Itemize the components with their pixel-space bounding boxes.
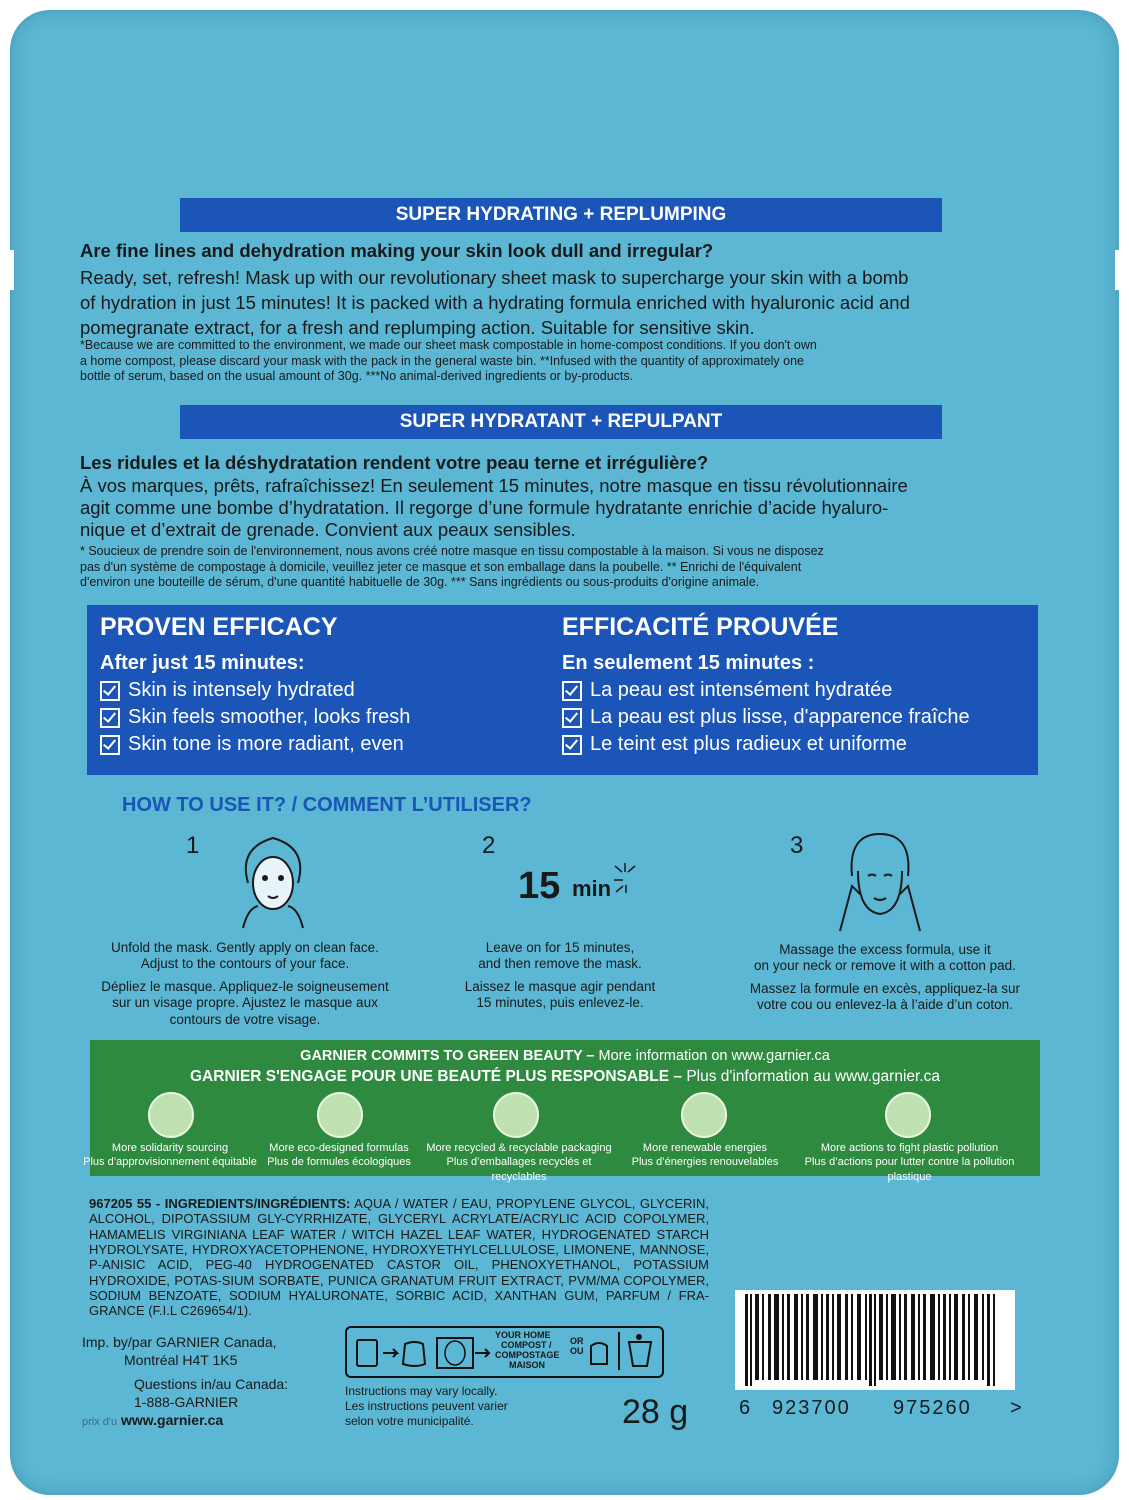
efficacy-fr-item: La peau est intensément hydratée [562, 679, 970, 702]
step-2-text: Leave on for 15 minutes, and then remove the mask. Laissez le masque agir pendant 15 minutes, puis enlevez-le. [464, 940, 656, 1011]
checkbox-icon [562, 735, 582, 755]
en-heading: SUPER HYDRATING + REPLUMPING [180, 198, 942, 232]
green-line-fr: GARNIER S'ENGAGE POUR UNE BEAUTÉ PLUS RESPONSABLE – Plus d'information au www.garnier.ca [190, 1068, 940, 1085]
efficacy-en-subtitle: After just 15 minutes: [100, 652, 305, 674]
compost-label: YOUR HOME COMPOST / COMPOSTAGE MAISON [495, 1330, 560, 1370]
handshake-icon [148, 1092, 194, 1138]
checkbox-icon [562, 681, 582, 701]
efficacy-fr-item: La peau est plus lisse, d'apparence fraîche [562, 706, 970, 729]
face-massage-icon [830, 826, 930, 936]
compost-icons [355, 1334, 490, 1370]
timer-rays-icon [610, 858, 640, 898]
checkbox-icon [562, 708, 582, 728]
checkbox-icon [100, 735, 120, 755]
tear-notch-right [1115, 250, 1129, 290]
fr-body: À vos marques, prêts, rafraîchissez! En seulement 15 minutes, notre masque en tissu révolutionnaire agit comme une bombe d’hydratation. Il regorge d’une formule hydratante enrichie d’acide hyaluro- nique et d’extrait de grenade. Convient aux peaux sensibles. [80, 475, 908, 540]
fr-question: Les ridules et la déshydratation rendent votre peau terne et irrégulière? [80, 452, 709, 473]
green-item-1: More solidarity sourcing Plus d’approvisionnement équitable [83, 1142, 257, 1169]
leaf-icon [317, 1092, 363, 1138]
or-label: OR OU [570, 1336, 584, 1356]
trash-bin-icon [587, 1332, 657, 1370]
step-2-number: 2 [482, 832, 496, 859]
questions-info: Questions in/au Canada: 1-888-GARNIER prix d'u www.garnier.ca [82, 1376, 289, 1428]
green-item-4: More renewable energies Plus d’énergies renouvelables [631, 1142, 779, 1169]
checkbox-icon [100, 708, 120, 728]
en-footnote: *Because we are committed to the environment, we made our sheet mask compostable in home-compost conditions. If you don't own a home compost, please discard your mask with the pack in the general waste bin. **Infused with the quantity of approximately one bottle of serum, based on the usual amount of 30g. ***No animal-derived ingredients or by-products. [80, 338, 817, 384]
step-1-text: Unfold the mask. Gently apply on clean face. Adjust to the contours of your face. Dépliez le masque. Appliquez-le soigneusement sur un visage propre. Ajustez le masque aux contours de votre visage. [101, 940, 389, 1027]
efficacy-en [100, 613, 410, 756]
face-mask-icon [228, 828, 318, 933]
barcode-digits-right: 975260 [893, 1397, 972, 1419]
ingredients-list: 967205 55 - INGREDIENTS/INGRÉDIENTS: AQUA / WATER / EAU, PROPYLENE GLYCOL, GLYCERIN, ALCOHOL, DIPOTASSIUM GLY-CYRRHIZATE, GLYCERYL ACRYLATE/ACRYLIC ACID COPOLYMER, HAMAMELIS VIRGINIANA LEAF WATER / WITCH HAZEL LEAF WATER, HYDROGENATED STARCH HYDROLYSATE, HYDROXYACETOPHENONE, HYDROXYETHYLCELLULOSE, LIMONENE, MANNOSE, P-ANISIC ACID, PEG-40 HYDROGENATED CASTOR OIL, PHENOXYETHANOL, POTASSIUM HYDROXIDE, POTAS-SIUM SORBATE, PUNICA GRANATUM FRUIT EXTRACT, PVM/MA COPOLYMER, SODIUM BENZOATE, SODIUM HYALURONATE, SORBIC ACID, XANTHAN GUM, PARFUM / FRA-GRANCE (F.I.L C269654/1). [89, 1196, 709, 1319]
step-3-text: Massage the excess formula, use it on your neck or remove it with a cotton pad. Massez la formule en excès, appliquez-la sur votre cou ou enlevez-la à l’aide d’un coton. [749, 942, 1021, 1013]
efficacy-fr [562, 613, 970, 756]
green-line-en: GARNIER COMMITS TO GREEN BEAUTY – More information on www.garnier.ca [300, 1048, 830, 1064]
efficacy-en-item: Skin is intensely hydrated [100, 679, 410, 702]
importer-info: Imp. by/par GARNIER Canada, Montréal H4T 1K5 [82, 1334, 277, 1368]
green-beauty-panel [83, 1040, 1040, 1183]
barcode-digit-first: 6 [739, 1397, 752, 1419]
barcode-bars [735, 1290, 1015, 1390]
howto-title: HOW TO USE IT? / COMMENT L’UTILISER? [122, 794, 532, 816]
step-3-number: 3 [790, 832, 804, 859]
barcode [735, 1290, 1015, 1390]
efficacy-en-title: PROVEN EFFICACY [100, 613, 338, 641]
step-1-number: 1 [186, 832, 200, 859]
en-body: Ready, set, refresh! Mask up with our revolutionary sheet mask to supercharge your skin with a bomb of hydration in just 15 minutes! It is packed with a hydrating formula enriched with hyaluronic acid and pomegranate extract, for a fresh and replumping action. Suitable for sensitive skin. [80, 267, 910, 338]
timer-unit: min [572, 876, 612, 901]
green-item-5: More actions to fight plastic pollution Plus d’actions pour lutter contre la pollution plastique [804, 1142, 1015, 1183]
efficacy-fr-title: EFFICACITÉ PROUVÉE [562, 613, 839, 641]
globe-icon [885, 1092, 931, 1138]
green-item-3: More recycled & recyclable packaging Plus d’emballages recyclés et recyclables [426, 1142, 612, 1183]
tear-notch-left [0, 250, 14, 290]
compost-note: Instructions may vary locally. Les instructions peuvent varier selon votre municipalité. [345, 1384, 508, 1428]
efficacy-fr-item: Le teint est plus radieux et uniforme [562, 733, 970, 756]
green-item-2: More eco-designed formulas Plus de formules écologiques [267, 1142, 411, 1169]
compost-instructions [345, 1326, 664, 1378]
net-weight: 28 g [622, 1393, 689, 1431]
efficacy-en-item: Skin feels smoother, looks fresh [100, 706, 410, 729]
barcode-arrow: > [1010, 1397, 1022, 1419]
co2-cloud-icon [681, 1092, 727, 1138]
efficacy-en-item: Skin tone is more radiant, even [100, 733, 410, 756]
timer-value: 15 [518, 865, 561, 907]
efficacy-fr-subtitle: En seulement 15 minutes : [562, 652, 815, 674]
en-question: Are fine lines and dehydration making your skin look dull and irregular? [80, 240, 714, 261]
checkbox-icon [100, 681, 120, 701]
recycle-icon [493, 1092, 539, 1138]
fr-heading: SUPER HYDRATANT + REPULPANT [180, 405, 942, 439]
fr-footnote: * Soucieux de prendre soin de l'environnement, nous avons créé notre masque en tissu compostable à la maison. Si vous ne disposez pas d'un système de compostage à domicile, veuillez jeter ce masque et son emballage dans la poubelle. ** Enrichi de l'équivalent d'environ une bouteille de sérum, d'une quantité habituelle de 30g. *** Sans ingrédients ou sous-produits d'origine animale. [80, 544, 824, 590]
efficacy-panel [87, 605, 1038, 775]
barcode-digits-left: 923700 [772, 1397, 851, 1419]
